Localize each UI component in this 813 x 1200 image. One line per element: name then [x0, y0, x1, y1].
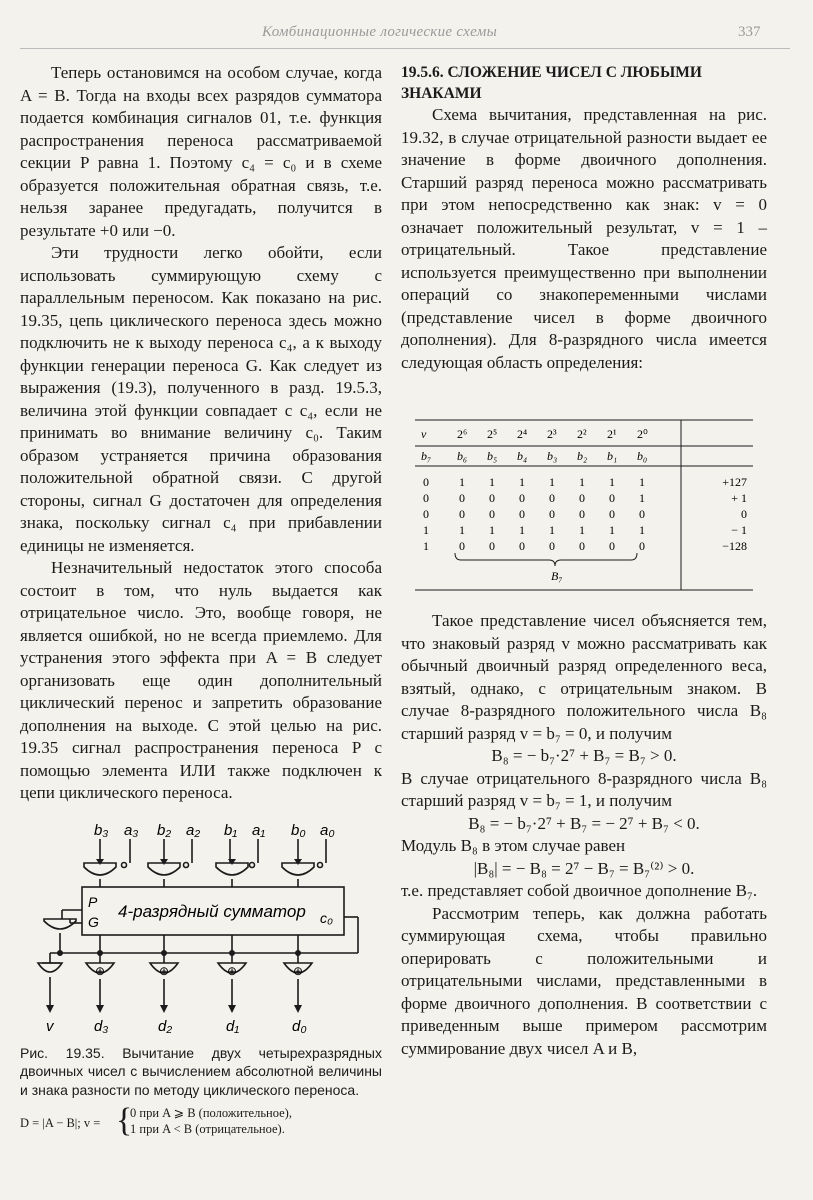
table-cell-bit: 0: [609, 507, 615, 521]
table-cell-bit: 1: [489, 523, 495, 537]
definition-row: 0 при A ⩾ B (положительное),: [130, 1106, 292, 1120]
output-label: d₃: [94, 1017, 109, 1035]
table-cell-bit: 0: [489, 507, 495, 521]
range-table-grid: [401, 394, 767, 594]
table-cell-bit: 1: [519, 475, 525, 489]
input-label: a₂: [186, 822, 201, 839]
table-cell-bit: 0: [609, 539, 615, 553]
table-cell-bit: 0: [549, 491, 555, 505]
table-header-bit: b₁: [607, 449, 618, 463]
table-cell-bit: 0: [489, 539, 495, 553]
table-cell-value: − 1: [731, 523, 747, 537]
section-heading: 19.5.6. СЛОЖЕНИЕ ЧИСЕЛ С ЛЮБЫМИ ЗНАКАМИ: [401, 64, 702, 102]
paragraph: Теперь остановимся на особом случае, когда A = B. Тогда на входы всех разрядов сумматора подается комбинация сигналов 01, т.е. функция распространения переноса рассматриваемой секции P равна 1. Поэтому c₄ = c₀ и в схеме образуется положительная обратная связь, т.е. нельзя заранее предугадать, получится в результате +0 или −0.: [20, 63, 382, 240]
table-header-bit: b₆: [457, 449, 468, 463]
table-cell-bit: 0: [639, 507, 645, 521]
paragraph: В случае отрицательного 8-разрядного числа B₈ старший разряд v = b₇ = 1, и получим: [401, 768, 767, 810]
page-number: 337: [738, 24, 761, 40]
table-cell-value: + 1: [731, 491, 747, 505]
right-column: [401, 62, 767, 1060]
table-cell-bit: 1: [459, 523, 465, 537]
xor-symbol: ⊕: [227, 963, 238, 978]
table-header-weight: 2¹: [607, 427, 617, 441]
table-cell-bit: 1: [519, 523, 525, 537]
input-label: a₀: [320, 822, 335, 839]
table-cell-bit: 0: [519, 507, 525, 521]
table-cell-bit: 0: [519, 539, 525, 553]
input-label: b₁: [224, 822, 238, 839]
table-header-bit: b₅: [487, 449, 498, 463]
brace-label: B₇: [551, 569, 563, 583]
table-cell-bit: 0: [459, 539, 465, 553]
table-cell-bit: 1: [549, 475, 555, 489]
table-cell-bit: 0: [423, 507, 429, 521]
table-cell-bit: 1: [639, 523, 645, 537]
output-label: d₁: [226, 1017, 240, 1035]
paragraph: Схема вычитания, представленная на рис. 19.32, в случае отрицательной разности выдает ее значение в форме двоичного дополнения. Старший разряд переноса можно рассматривать при этом непосредственно как знак: v = 0 означает положительный результат, v = 1 – отрицательный. Такое представление используется преимущественно при выполнении операций со знакопеременными числами (представление чисел в форме двоичного дополнения). Для 8-разрядного числа имеется следующая область определения:: [401, 105, 767, 372]
formula: |B₈| = − B₈ = 2⁷ − B₇ = B₇⁽²⁾ > 0.: [473, 858, 695, 878]
table-header-weight: 2³: [547, 427, 557, 441]
circuit-diagram: [20, 823, 382, 1038]
header-rule: [20, 48, 790, 49]
xor-symbol: ⊕: [293, 963, 304, 978]
table-header-bit: b₇: [421, 449, 432, 463]
table-cell-bit: 0: [639, 539, 645, 553]
table-cell-bit: 1: [549, 523, 555, 537]
table-cell-bit: 0: [579, 491, 585, 505]
table-cell-value: +127: [722, 475, 747, 489]
table-header-weight: v: [421, 427, 427, 441]
paragraph: Рассмотрим теперь, как должна работать суммирующая схема, чтобы правильно оперировать с положительными и отрицательными числами, представленными в форме двоичного дополнения. В соответствии с приведенным выше примером рассмотрим суммирование двух чисел A и B,: [401, 903, 767, 1058]
table-cell-bit: 0: [579, 507, 585, 521]
formula: B₈ = − b₇·2⁷ + B₇ = − 2⁷ + B₇ < 0.: [468, 813, 700, 833]
input-label: a₃: [124, 822, 139, 839]
paragraph: Эти трудности легко обойти, если использовать суммирующую схему с параллельным переносом. Как показано на рис. 19.35, цепь циклического переноса здесь можно подключить не к выходу переноса c₄, а к выходу функции генерации переноса G. Как следует из выражения (19.3), полученного в разд. 19.5.3, величина этой функции совпадает с c₄, если не принимать во внимание величину c₀. Таким образом устраняется причина образования положительной обратной связи. С другой стороны, сигнал G достаточен для определения знака, поскольку сигнал c₄ при прибавлении единицы не изменяется.: [20, 243, 382, 555]
pin-p: P: [88, 893, 98, 910]
table-cell-bit: 1: [459, 475, 465, 489]
figure-definition: [20, 1102, 382, 1145]
input-label: b₂: [157, 822, 172, 839]
pin-c0: c₀: [320, 909, 333, 926]
table-cell-bit: 1: [639, 475, 645, 489]
formula: B₈ = − b₇·2⁷ + B₇ = B₇ > 0.: [491, 746, 677, 765]
table-cell-bit: 0: [423, 491, 429, 505]
table-header-weight: 2²: [577, 427, 587, 441]
table-header-weight: 2⁴: [517, 427, 528, 441]
table-cell-bit: 1: [423, 539, 429, 553]
definition-row: 1 при A < B (отрицательное).: [130, 1122, 285, 1136]
table-cell-bit: 1: [609, 475, 615, 489]
table-header-bit: b₄: [517, 449, 528, 463]
input-label: a₁: [252, 822, 266, 839]
table-header-weight: 2⁶: [457, 427, 468, 441]
paragraph: Модуль B₈ в этом случае равен: [401, 836, 626, 855]
table-cell-bit: 1: [639, 491, 645, 505]
table-header-bit: b₂: [577, 449, 588, 463]
table-header-bit: b₃: [547, 449, 558, 463]
output-gate: [38, 963, 62, 972]
paragraph: Такое представление чисел объясняется тем, что знаковый разряд v можно рассматривать как обычный двоичный разряд определенного веса, взятый, однако, с отрицательным знаком. В случае 8-разрядного положительного числа B₈ старший разряд v = b₇ = 0, и получим: [401, 611, 767, 743]
table-cell-value: −128: [722, 539, 747, 553]
table-header-bit: b₀: [637, 449, 648, 463]
table-cell-bit: 0: [489, 491, 495, 505]
table-header-weight: 2⁰: [637, 427, 648, 441]
running-title: Комбинационные логические схемы: [262, 24, 498, 40]
output-label: d₀: [292, 1017, 307, 1035]
page-header: [0, 20, 813, 52]
table-cell-bit: 0: [549, 539, 555, 553]
figure-caption: Рис. 19.35. Вычитание двух четырехразрядных двоичных чисел с вычислением абсолютной величины и знака разности по методу циклического переноса.: [20, 1044, 382, 1098]
xor-symbol: ⊕: [159, 963, 170, 978]
paragraph: т.е. представляет собой двоичное дополнение B₇.: [401, 881, 758, 900]
table-cell-bit: 1: [609, 523, 615, 537]
table-cell-bit: 1: [423, 523, 429, 537]
figure-19-35: [20, 823, 382, 1038]
output-label: v: [46, 1017, 54, 1035]
range-table: [401, 394, 767, 594]
table-cell-bit: 0: [549, 507, 555, 521]
table-cell-value: 0: [741, 507, 747, 521]
xor-symbol: ⊕: [95, 963, 106, 978]
input-label: b₃: [94, 822, 109, 839]
table-header-weight: 2⁵: [487, 427, 498, 441]
brace-b7: [455, 553, 637, 566]
pin-g: G: [88, 913, 99, 930]
table-cell-bit: 1: [489, 475, 495, 489]
table-cell-bit: 0: [459, 491, 465, 505]
table-cell-bit: 0: [459, 507, 465, 521]
input-label: b₀: [291, 822, 306, 839]
adder-label: 4-разрядный сумматор: [118, 901, 306, 921]
table-cell-bit: 0: [423, 475, 429, 489]
brace: {: [116, 1102, 133, 1139]
table-cell-bit: 0: [519, 491, 525, 505]
output-label: d₂: [158, 1017, 173, 1035]
table-cell-bit: 0: [609, 491, 615, 505]
left-column: [20, 62, 382, 1145]
or-gate: [44, 919, 76, 929]
table-cell-bit: 1: [579, 523, 585, 537]
paragraph: Незначительный недостаток этого способа состоит в том, что нуль выдается как отрицательное число. Это, вообще говоря, не является ошибкой, но не всегда приемлемо. Для устранения этого эффекта при A = B следует организовать еще один дополнительный циклический перенос и запретить образование дополнения на выходе. С этой целью на рис. 19.35 сигнал распространения переноса P с помощью элемента ИЛИ также подключен к цепи циклического переноса.: [20, 558, 382, 802]
definition-lhs: D = |A − B|; v =: [20, 1116, 101, 1130]
table-cell-bit: 0: [579, 539, 585, 553]
table-cell-bit: 1: [579, 475, 585, 489]
